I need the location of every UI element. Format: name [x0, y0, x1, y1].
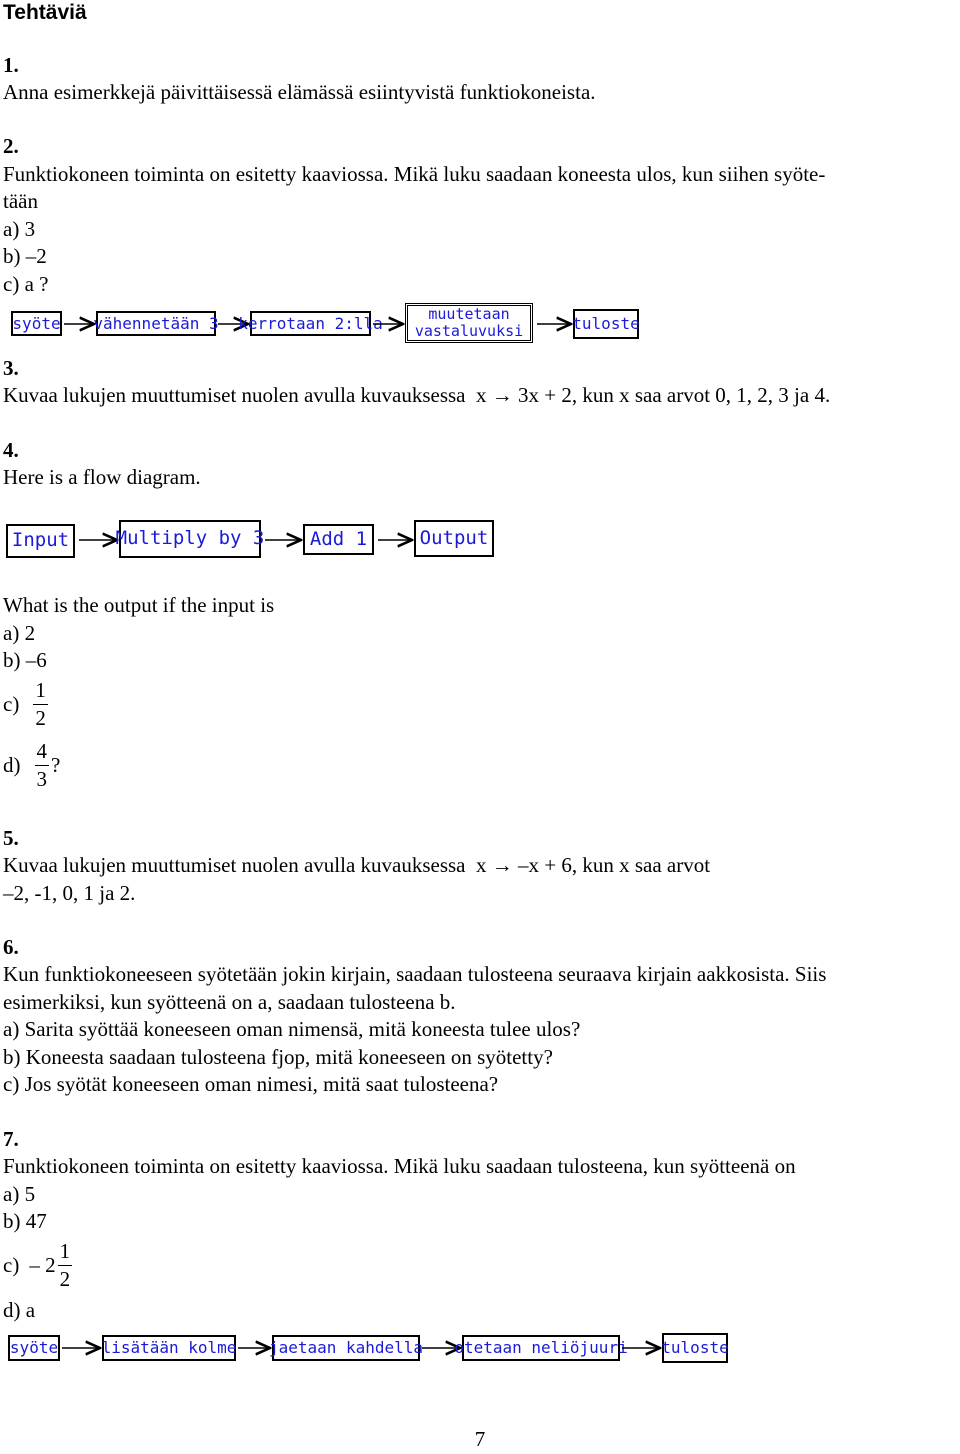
- flow-box-negate: muutetaan vastaluvuksi: [405, 303, 533, 343]
- flow-box-multiply: kerrotaan 2:lla: [250, 311, 371, 336]
- task-6-line2: esimerkiksi, kun syötteenä on a, saadaan tulosteena b.: [3, 990, 456, 1014]
- fraction-denominator: 2: [35, 706, 46, 730]
- task-4-c-label: c): [3, 692, 20, 716]
- flow-box-output-7: tuloste: [662, 1333, 728, 1363]
- arrow-right-icon: [376, 532, 414, 548]
- task-7-line1: Funktiokoneen toiminta on esitetty kaaviossa. Mikä luku saadaan tulosteena, kun syötteenä on: [3, 1154, 796, 1178]
- flow-box-input-en: Input: [6, 524, 75, 558]
- task-4-option-c: [3, 677, 50, 732]
- task-2-line2: tään: [3, 189, 38, 213]
- arrow-right-icon: [533, 316, 573, 332]
- task-7-c-fraction: [58, 1238, 73, 1293]
- task-5-pre: Kuvaa lukujen muuttumiset nuolen avulla kuvauksessa: [3, 853, 466, 877]
- flow-box-add-en: Add 1: [303, 524, 374, 555]
- task-7-option-c: [3, 1238, 74, 1293]
- fraction-numerator: 1: [59, 1239, 71, 1263]
- task-7-option-b: b) 47: [3, 1209, 47, 1233]
- task-2-number: 2.: [3, 134, 19, 158]
- flow-box-input: syöte: [11, 311, 62, 336]
- flow-box-add-three: lisätään kolme: [102, 1335, 236, 1361]
- fraction-denominator: 2: [59, 1267, 71, 1291]
- task-3-number: 3.: [3, 356, 19, 380]
- task-3-post: , kun x saa arvot 0, 1, 2, 3 ja 4.: [571, 383, 831, 407]
- fraction-numerator: 1: [35, 678, 46, 702]
- arrow-right-icon: [620, 1340, 662, 1356]
- task-6-option-a: a) Sarita syöttää koneeseen oman nimensä, mitä koneesta tulee ulos?: [3, 1017, 581, 1041]
- arrow-right-icon: [60, 1340, 102, 1356]
- arrow-right-icon: [371, 316, 405, 332]
- task-2-option-a: a) 3: [3, 217, 36, 241]
- task-4-intro: Here is a flow diagram.: [3, 465, 201, 489]
- task-7-c-whole: – 2: [29, 1253, 56, 1277]
- fraction-denominator: 3: [36, 767, 47, 791]
- task-3-formula: x → 3x + 2: [476, 383, 572, 407]
- task-6-option-c: c) Jos syötät koneeseen oman nimesi, mitä saat tulosteena?: [3, 1072, 499, 1096]
- flow-box-subtract: vähennetään 3: [96, 311, 216, 336]
- task-6-line1: Kun funktiokoneeseen syötetään jokin kirjain, saadaan tulosteena seuraava kirjain aakkosista. Siis: [3, 962, 827, 986]
- task-7-option-a: a) 5: [3, 1182, 36, 1206]
- task-1-number: 1.: [3, 53, 19, 77]
- task-6-number: 6.: [3, 935, 19, 959]
- task-5-formula: x → –x + 6: [476, 853, 572, 877]
- task-3-text: [3, 382, 830, 410]
- arrow-right-icon: [77, 532, 119, 548]
- task-3-pre: Kuvaa lukujen muuttumiset nuolen avulla kuvauksessa: [3, 383, 466, 407]
- task-6-option-b: b) Koneesta saadaan tulosteena fjop, mitä koneeseen on syötetty?: [3, 1045, 553, 1069]
- task-4-option-a: a) 2: [3, 621, 36, 645]
- task-2-option-b: b) –2: [3, 244, 47, 268]
- task-7-number: 7.: [3, 1127, 19, 1151]
- flow-box-divide-two: jaetaan kahdella: [272, 1335, 420, 1361]
- task-4-d-suffix: ?: [51, 753, 61, 777]
- arrow-right-icon: [236, 1340, 272, 1356]
- page-title: Tehtäviä: [3, 1, 87, 24]
- task-4-question: What is the output if the input is: [3, 593, 275, 617]
- fraction-numerator: 4: [36, 739, 47, 763]
- page-number: 7: [474, 1427, 486, 1451]
- task-7-option-d: d) a: [3, 1298, 36, 1322]
- arrow-right-icon: [263, 532, 303, 548]
- flow-box-square-root: otetaan neliöjuuri: [462, 1335, 620, 1361]
- task-7-c-label: c): [3, 1253, 20, 1277]
- task-4-option-b: b) –6: [3, 648, 47, 672]
- task-5-text: [3, 852, 710, 880]
- flow-box-output-en: Output: [414, 520, 494, 557]
- task-4-number: 4.: [3, 438, 19, 462]
- arrow-right-icon: [62, 316, 96, 332]
- task-1-text: Anna esimerkkejä päivittäisessä elämässä esiintyvistä funktiokoneista.: [3, 80, 596, 104]
- task-4-c-fraction: [33, 677, 48, 732]
- task-5-post: , kun x saa arvot: [571, 853, 711, 877]
- task-4-option-d: [3, 738, 60, 793]
- task-4-d-label: d): [3, 753, 21, 777]
- flow-box-output: tuloste: [573, 309, 639, 339]
- task-4-d-fraction: [35, 738, 50, 793]
- task-5-line2: –2, -1, 0, 1 ja 2.: [3, 881, 136, 905]
- task-2-line1: Funktiokoneen toiminta on esitetty kaaviossa. Mikä luku saadaan koneesta ulos, kun siihen syöte-: [3, 162, 826, 186]
- task-5-number: 5.: [3, 826, 19, 850]
- flow-box-input-7: syöte: [8, 1335, 60, 1361]
- task-2-option-c: c) a ?: [3, 272, 49, 296]
- flow-box-multiply-en: Multiply by 3: [119, 520, 261, 558]
